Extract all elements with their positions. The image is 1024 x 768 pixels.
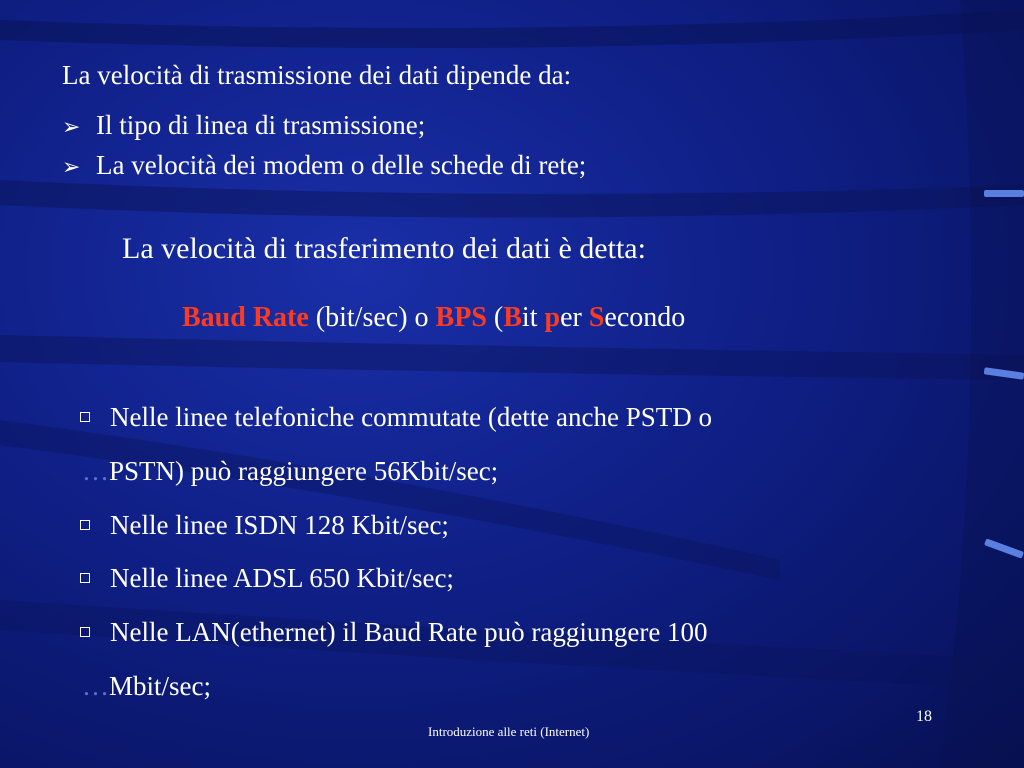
section-heading: La velocità di trasferimento dei dati è detta: <box>122 232 646 265</box>
intro-text: La velocità di trasmissione dei dati dipende da: <box>62 60 572 90</box>
page-number: 18 <box>916 708 932 725</box>
square-bullet-icon <box>80 412 90 422</box>
list-item-continuation: …PSTN) può raggiungere 56Kbit/sec; <box>82 456 499 486</box>
square-bullet-icon <box>80 573 90 583</box>
arrow-bullet-icon: ➢ <box>62 154 81 179</box>
arrow-bullet-icon: ➢ <box>62 114 81 139</box>
list-item: Nelle linee ISDN 128 Kbit/sec; <box>80 510 449 541</box>
square-bullet-icon <box>80 627 90 637</box>
list-item: Nelle LAN(ethernet) il Baud Rate può raggiungere 100 <box>80 617 708 648</box>
bps-term: BPS <box>435 302 487 333</box>
list-item: Nelle linee telefoniche commutate (dette anche PSTD o <box>80 402 712 433</box>
arrow-list-item: ➢ Il tipo di linea di trasmissione; <box>62 110 426 140</box>
footer-text: Introduzione alle reti (Internet) <box>428 724 590 739</box>
baud-rate-line: Baud Rate (bit/sec) o BPS (Bit per Secondo <box>182 302 686 333</box>
arrow-list-item: ➢ La velocità dei modem o delle schede di rete; <box>62 150 587 180</box>
list-item: Nelle linee ADSL 650 Kbit/sec; <box>80 563 454 594</box>
right-accent-bar <box>984 190 1024 197</box>
baud-rate-term: Baud Rate <box>182 302 309 333</box>
list-item-continuation: …Mbit/sec; <box>82 671 211 701</box>
square-bullet-icon <box>80 520 90 530</box>
